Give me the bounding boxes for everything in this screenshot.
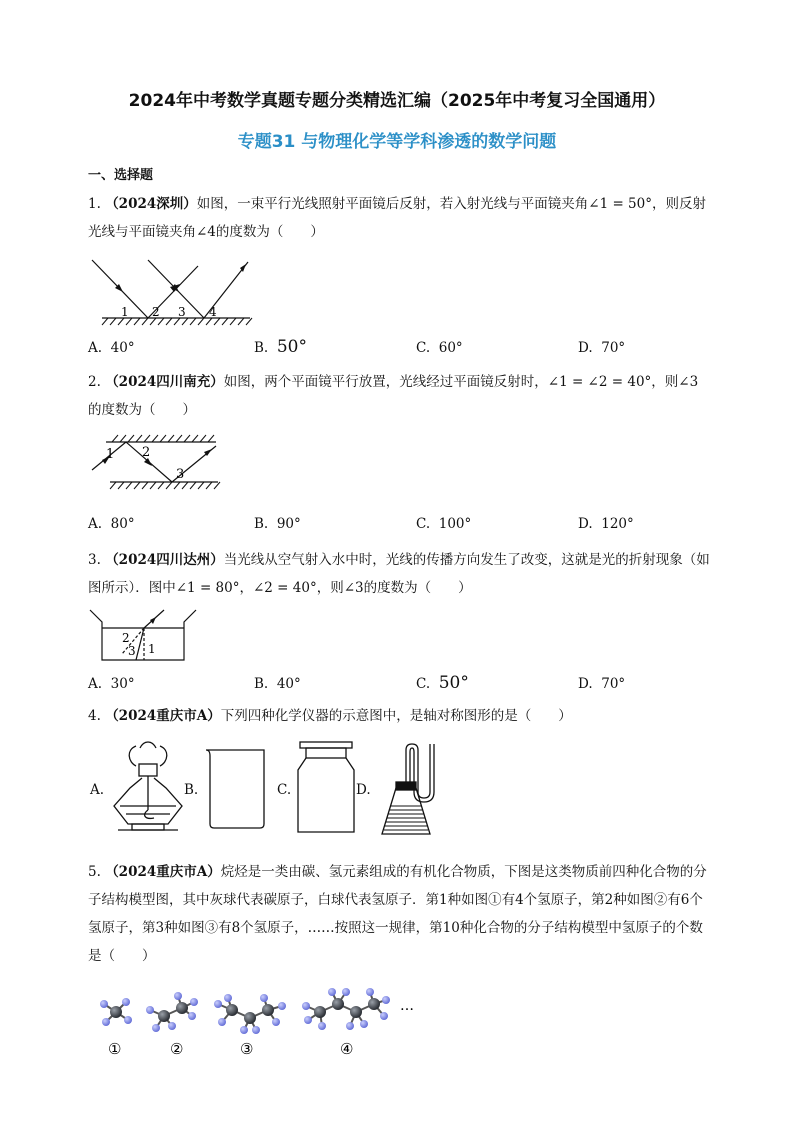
option-b[interactable]: B. 50° [254,337,307,357]
question-source: （2024四川达州） [105,552,224,568]
question-source: （2024重庆市A） [105,708,221,724]
topic-title: 专题31 与物理化学等学科渗透的数学问题 [237,132,557,152]
angle-label: 1 [148,642,156,656]
option-b[interactable]: B. 40° [254,676,301,692]
option-c[interactable]: C. 50° [416,673,469,693]
figure-label: ③ [240,1040,254,1058]
page-title: 2024年中考数学真题专题分类精选汇编（2025年中考复习全国通用） [128,91,666,111]
question-text: 当光线从空气射入水中时，光线的传播方向发生了改变，这就是光的折射现象（如图所示）．图中∠1 = 80°，∠2 = 40°，则∠3的度数为（ ） [88,552,710,596]
question-number: 4. [88,708,101,724]
option-d[interactable]: D. 120° [578,516,634,532]
angle-label: 1 [106,447,115,462]
question-number: 1. [88,196,101,212]
angle-label: 2 [142,445,151,460]
figure-label: ② [170,1040,184,1058]
option-a[interactable]: A. [90,782,105,798]
figure-label: ④ [340,1040,354,1058]
option-b[interactable]: B. 90° [254,516,301,532]
option-a[interactable]: A. 30° [88,676,135,692]
question-number: 3. [88,552,101,568]
question-text: 如图，一束平行光线照射平面镜后反射，若入射光线与平面镜夹角∠1 = 50°，则反射光线与平面镜夹角∠4的度数为（ ） [88,196,706,240]
question-text: 下列四种化学仪器的示意图中，是轴对称图形的是（ ） [220,708,572,724]
question-text: 如图，两个平面镜平行放置，光线经过平面镜反射时，∠1 = ∠2 = 40°，则∠3的度数为（ ） [88,374,699,418]
question-source: （2024四川南充） [105,374,224,390]
question-source: （2024重庆市A） [105,864,221,880]
question-5 [88,858,710,970]
angle-label: 3 [178,305,186,319]
angle-label: 2 [122,631,130,645]
alcohol-lamp-icon [106,740,190,834]
parallel-mirrors-figure [88,432,228,498]
figure-label: ① [108,1040,122,1058]
question-number: 2. [88,374,101,390]
section-heading: 一、选择题 [88,168,154,183]
angle-label: 4 [209,305,217,319]
option-a[interactable]: A. 40° [88,340,135,356]
angle-label: 1 [121,305,129,319]
question-number: 5. [88,864,101,880]
option-a[interactable]: A. 80° [88,516,135,532]
option-d[interactable]: D. [356,782,371,798]
option-c[interactable]: C. 60° [416,340,463,356]
question-1 [88,190,710,246]
question-source: （2024深圳） [105,196,197,212]
angle-label: 3 [128,644,136,658]
refraction-figure [88,608,200,664]
question-4 [88,702,710,730]
mirror-reflection-figure [88,254,258,326]
option-b[interactable]: B. [184,782,199,798]
option-d[interactable]: D. 70° [578,340,626,356]
angle-label: 2 [152,305,160,319]
reagent-bottle-icon [294,740,358,836]
alkane-molecule-models [88,988,428,1060]
flask-with-tube-icon [378,740,438,840]
option-d[interactable]: D. 70° [578,676,626,692]
question-text: 烷烃是一类由碳、氢元素组成的有机化合物质，下图是这类物质前四种化合物的分子结构模型图，其中灰球代表碳原子，白球代表氢原子．第1种如图①有4个氢原子，第2种如图②有6个氢原子，第3种如图③有8个氢原子，……按照这一规律，第10种化合物的分子结构模型中氢原子的个数是（ ） [88,864,707,964]
question-2 [88,368,710,424]
option-c[interactable]: C. 100° [416,516,472,532]
question-3 [88,546,710,602]
ellipsis: … [400,998,414,1014]
angle-label: 3 [176,467,185,482]
option-c[interactable]: C. [277,782,292,798]
beaker-icon [198,746,272,832]
